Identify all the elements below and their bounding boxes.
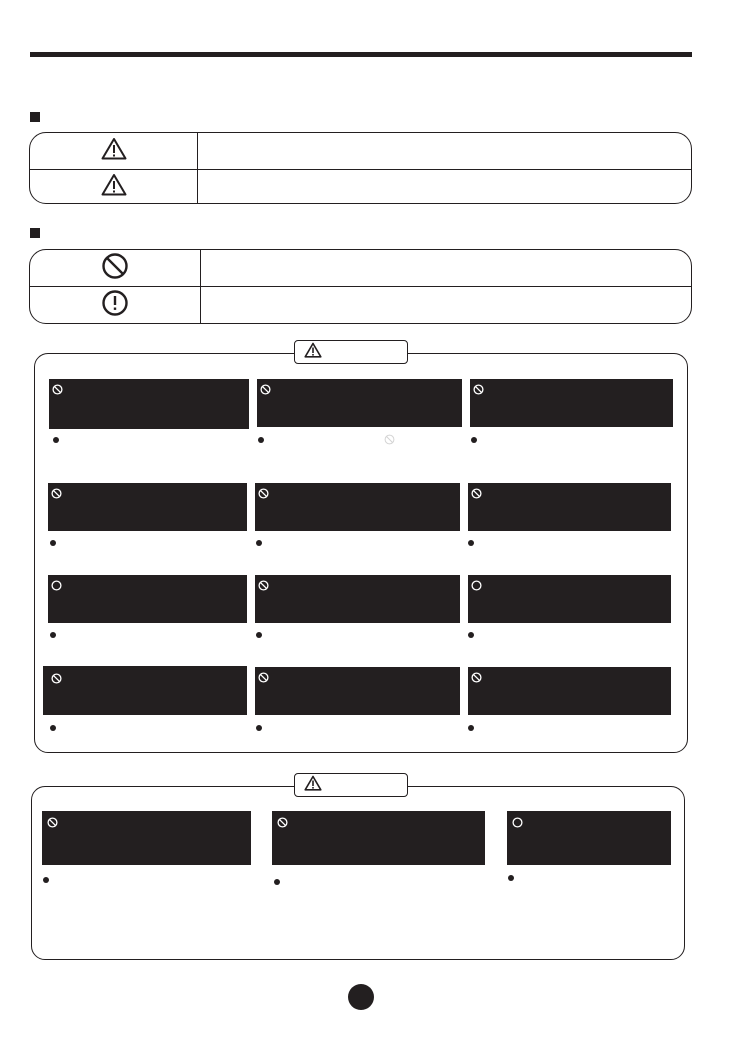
caution-tag: [294, 773, 408, 797]
prohibited-icon: [47, 815, 58, 826]
prohibited-icon: [260, 382, 271, 393]
top-rule: [30, 52, 692, 57]
prohibited-icon: [52, 382, 63, 393]
prohibited-icon: [471, 670, 482, 681]
caution-card: [42, 811, 251, 865]
legend-column-divider: [197, 133, 198, 203]
prohibited-icon: [51, 486, 62, 497]
bullet-dot: [258, 437, 264, 443]
prohibited-icon: [277, 815, 288, 826]
prohibited-icon: [258, 578, 269, 589]
legend-icon-cell: [30, 287, 200, 324]
bullet-dot: [274, 879, 280, 885]
prohibited-icon: [471, 486, 482, 497]
caution-card: [272, 811, 485, 865]
bullet-dot: [468, 725, 474, 731]
bullet-dot: [468, 632, 474, 638]
warning-card: [255, 575, 460, 623]
bullet-dot: [508, 875, 514, 881]
warning-card: [43, 666, 247, 715]
bullet-dot: [256, 725, 262, 731]
signal-word-legend: [29, 132, 692, 204]
legend-icon-cell: [30, 250, 200, 286]
section-marker-square: [30, 112, 40, 122]
warning-card: [257, 379, 462, 427]
warning-triangle-icon: [101, 137, 127, 165]
bullet-dot: [471, 437, 477, 443]
prohibited-icon: [51, 671, 62, 682]
bullet-dot: [468, 540, 474, 546]
faint-prohibited-icon: [384, 432, 395, 450]
warning-card: [48, 575, 247, 623]
bullet-dot: [256, 632, 262, 638]
warning-card: [468, 575, 671, 623]
page-number-badge: [348, 984, 374, 1010]
bullet-dot: [50, 632, 56, 638]
mandatory-circle-icon: [471, 578, 482, 589]
bullet-dot: [50, 540, 56, 546]
legend-icon-cell: [30, 133, 197, 169]
mandatory-circle-icon: [512, 815, 523, 826]
section-marker-square: [30, 228, 40, 238]
warning-card: [255, 667, 460, 715]
bullet-dot: [53, 437, 59, 443]
legend-column-divider: [200, 250, 201, 323]
warning-card: [255, 483, 460, 531]
bullet-dot: [256, 540, 262, 546]
prohibited-icon: [258, 670, 269, 681]
prohibited-icon: [473, 382, 484, 393]
bullet-dot: [50, 725, 56, 731]
mandatory-exclamation-icon: [101, 289, 129, 322]
warning-card: [470, 379, 673, 427]
warning-card: [48, 483, 247, 531]
warning-triangle-icon: [304, 342, 322, 363]
prohibited-icon: [258, 486, 269, 497]
warning-triangle-icon: [101, 173, 127, 201]
symbol-legend: [29, 249, 692, 324]
prohibited-icon: [101, 252, 129, 285]
warning-card: [468, 667, 671, 715]
bullet-dot: [43, 877, 49, 883]
mandatory-circle-icon: [51, 578, 62, 589]
warning-card: [468, 483, 671, 531]
legend-icon-cell: [30, 170, 197, 204]
warning-triangle-icon: [304, 775, 322, 796]
warning-tag: [294, 340, 408, 364]
caution-card: [507, 811, 671, 865]
warning-card: [49, 379, 249, 429]
